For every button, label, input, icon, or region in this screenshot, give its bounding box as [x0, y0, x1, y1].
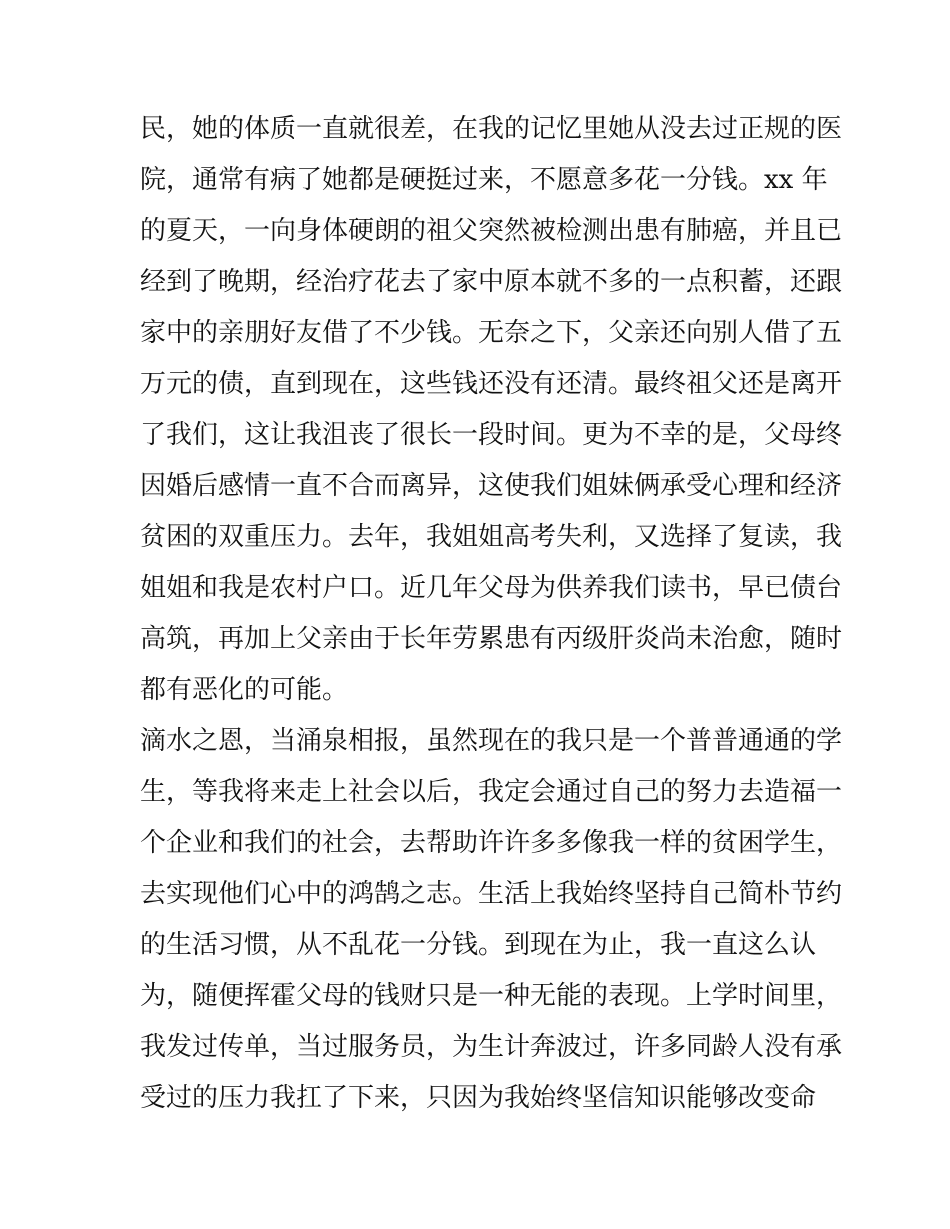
text-line: 滴水之恩，当涌泉相报，虽然现在的我只是一个普普通通的学	[140, 726, 843, 756]
text-line: 家中的亲朋好友借了不少钱。无奈之下，父亲还向别人借了五	[140, 318, 843, 348]
body-text	[140, 104, 843, 1124]
text-line: 我发过传单，当过服务员，为生计奔波过，许多同龄人没有承	[140, 1032, 843, 1062]
text-line: 因婚后感情一直不合而离异，这使我们姐妹俩承受心理和经济	[140, 471, 843, 501]
text-line: 民，她的体质一直就很差，在我的记忆里她从没去过正规的医	[140, 114, 843, 144]
text-line: 个企业和我们的社会，去帮助许许多多像我一样的贫困学生，	[140, 828, 843, 858]
text-line: 贫困的双重压力。去年，我姐姐高考失利，又选择了复读，我	[140, 522, 843, 552]
text-line: 姐姐和我是农村户口。近几年父母为供养我们读书，早已债台	[140, 573, 843, 603]
text-line: 的生活习惯，从不乱花一分钱。到现在为止，我一直这么认	[140, 930, 817, 960]
text-line: 了我们，这让我沮丧了很长一段时间。更为不幸的是，父母终	[140, 420, 843, 450]
text-line: 经到了晚期，经治疗花去了家中原本就不多的一点积蓄，还跟	[140, 267, 843, 297]
text-line: 都有恶化的可能。	[140, 675, 349, 705]
text-line: 院，通常有病了她都是硬挺过来，不愿意多花一分钱。xx 年	[140, 165, 828, 195]
text-line: 高筑，再加上父亲由于长年劳累患有丙级肝炎尚未治愈，随时	[140, 624, 843, 654]
text-line: 为，随便挥霍父母的钱财只是一种无能的表现。上学时间里，	[140, 981, 843, 1011]
text-line: 生，等我将来走上社会以后，我定会通过自己的努力去造福一	[140, 777, 843, 807]
text-line: 的夏天，一向身体硬朗的祖父突然被检测出患有肺癌，并且已	[140, 216, 843, 246]
text-line: 受过的压力我扛了下来，只因为我始终坚信知识能够改变命	[140, 1083, 817, 1113]
text-line: 去实现他们心中的鸿鹄之志。生活上我始终坚持自己简朴节约	[140, 879, 843, 909]
text-line: 万元的债，直到现在，这些钱还没有还清。最终祖父还是离开	[140, 369, 843, 399]
